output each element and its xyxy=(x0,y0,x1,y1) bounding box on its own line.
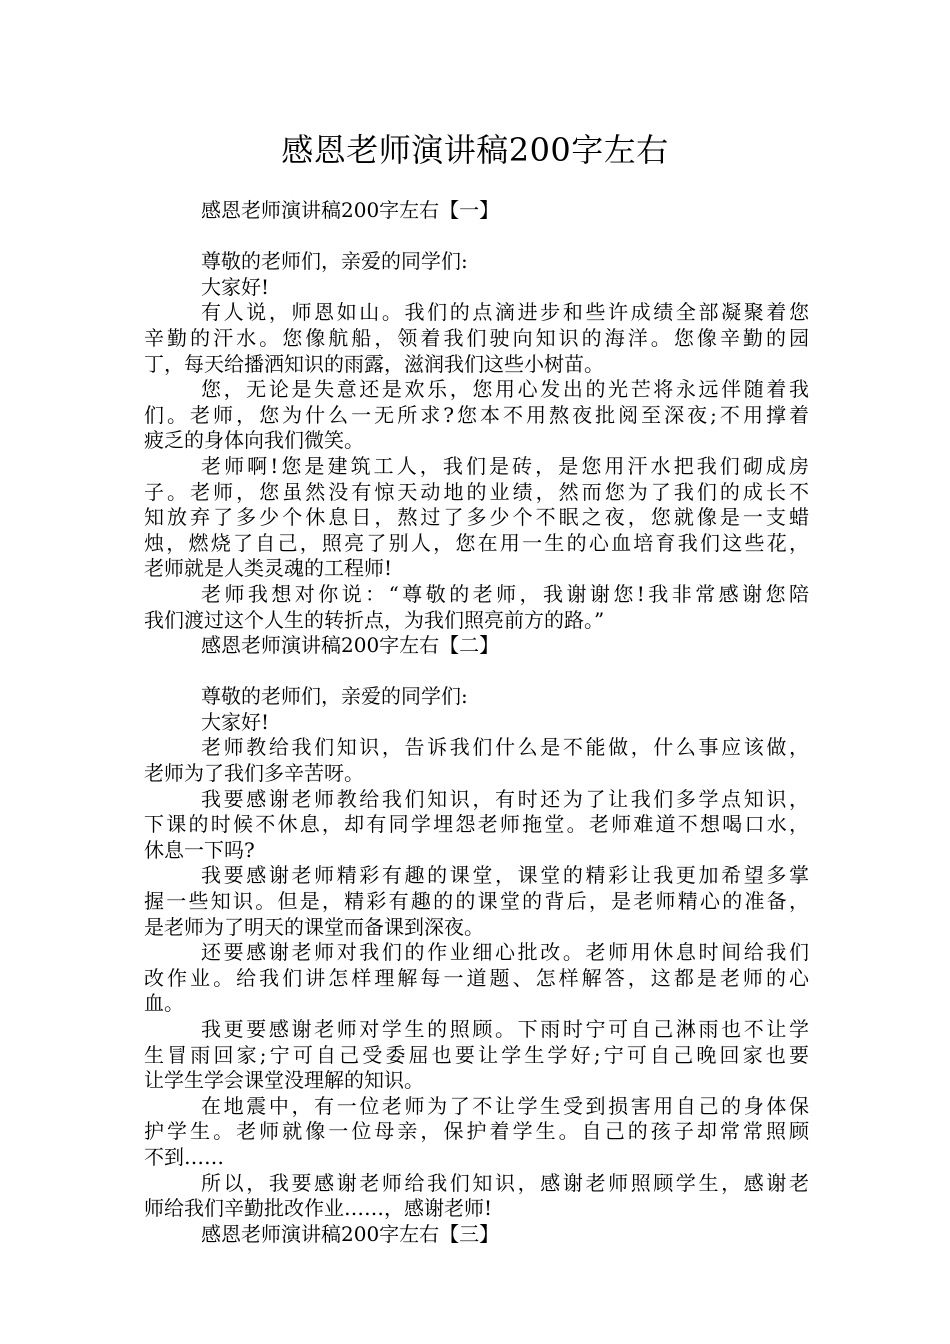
paragraph xyxy=(144,940,809,1017)
paragraph-line: 师给我们辛勤批改作业……，感谢老师! xyxy=(144,1196,493,1221)
hello: 大家好! xyxy=(201,274,270,299)
paragraph-line: 知放弃了多少个休息日，熬过了多少个不眠之夜，您就像是一支蜡 xyxy=(144,505,809,530)
paragraph-line: 生冒雨回家;宁可自己受委屈也要让学生学好;宁可自己晚回家也要 xyxy=(144,1042,809,1067)
paragraph-line: 丁，每天给播洒知识的雨露，滋润我们这些小树苗。 xyxy=(144,351,604,376)
paragraph-line: 护学生。老师就像一位母亲，保护着学生。自己的孩子却常常照顾 xyxy=(144,1119,809,1144)
section-heading-1: 感恩老师演讲稿200字左右【一】 xyxy=(201,198,500,222)
paragraph-line: 老师啊!您是建筑工人，我们是砖，是您用汗水把我们砌成房 xyxy=(201,453,809,478)
blank-line xyxy=(144,659,809,685)
paragraph-line: 休息一下吗? xyxy=(144,837,255,862)
greeting: 尊敬的老师们，亲爱的同学们: xyxy=(201,249,468,274)
document-title: 感恩老师演讲稿200字左右 xyxy=(281,131,669,169)
paragraph-line: 老师就是人类灵魂的工程师! xyxy=(144,556,393,581)
paragraph-line: 辛勤的汗水。您像航船，领着我们驶向知识的海洋。您像辛勤的园 xyxy=(144,325,809,350)
paragraph-line: 有人说，师恩如山。我们的点滴进步和些许成绩全部凝聚着您 xyxy=(201,300,809,325)
paragraph-line: 我要感谢老师教给我们知识，有时还为了让我们多学点知识， xyxy=(201,786,809,811)
paragraph-line: 疲乏的身体向我们微笑。 xyxy=(144,428,364,453)
paragraph-line: 不到…… xyxy=(144,1144,224,1169)
blank-line xyxy=(144,224,809,250)
paragraph-line: 让学生学会课堂没理解的知识。 xyxy=(144,1068,424,1093)
paragraph-line: 是老师为了明天的课堂而备课到深夜。 xyxy=(144,914,484,939)
paragraph-line: 血。 xyxy=(144,991,184,1016)
paragraph-line: 老师教给我们知识，告诉我们什么是不能做，什么事应该做， xyxy=(201,735,809,760)
paragraph xyxy=(144,1017,809,1094)
paragraph-line: 您，无论是失意还是欢乐，您用心发出的光芒将永远伴随着我 xyxy=(201,377,809,402)
paragraph-line: 我们渡过这个人生的转折点，为我们照亮前方的路。” xyxy=(144,607,605,632)
paragraph-line: 握一些知识。但是，精彩有趣的的课堂的背后，是老师精心的准备， xyxy=(144,889,809,914)
paragraph-line: 我更要感谢老师对学生的照顾。下雨时宁可自己淋雨也不让学 xyxy=(201,1017,809,1041)
section-heading-2: 感恩老师演讲稿200字左右【二】 xyxy=(201,633,500,658)
document-body xyxy=(144,198,809,1247)
paragraph xyxy=(144,787,809,864)
paragraph xyxy=(144,863,809,940)
paragraph xyxy=(144,735,809,786)
paragraph-line: 子。老师，您虽然没有惊天动地的业绩，然而您为了我们的成长不 xyxy=(144,479,809,504)
paragraph xyxy=(144,1094,809,1171)
paragraph-line: 下课的时候不休息，却有同学埋怨老师拖堂。老师难道不想喝口水， xyxy=(144,812,809,837)
section-heading-3: 感恩老师演讲稿200字左右【三】 xyxy=(201,1221,500,1246)
paragraph xyxy=(144,1171,809,1222)
paragraph xyxy=(144,582,809,633)
paragraph xyxy=(144,377,809,454)
paragraph-line: 老师我想对你说：“尊敬的老师，我谢谢您!我非常感谢您陪 xyxy=(201,581,809,606)
paragraph-line: 改作业。给我们讲怎样理解每一道题、怎样解答，这都是老师的心 xyxy=(144,965,809,990)
paragraph-line: 还要感谢老师对我们的作业细心批改。老师用休息时间给我们 xyxy=(201,940,809,965)
hello: 大家好! xyxy=(201,709,270,734)
paragraph-line: 烛，燃烧了自己，照亮了别人，您在用一生的心血培育我们这些花， xyxy=(144,530,809,555)
greeting: 尊敬的老师们，亲爱的同学们: xyxy=(201,684,468,709)
paragraph xyxy=(144,300,809,377)
paragraph-line: 老师为了我们多辛苦呀。 xyxy=(144,761,364,786)
paragraph xyxy=(144,454,809,582)
paragraph-line: 所以，我要感谢老师给我们知识，感谢老师照顾学生，感谢老 xyxy=(201,1170,809,1195)
paragraph-line: 我要感谢老师精彩有趣的课堂，课堂的精彩让我更加希望多掌 xyxy=(201,863,809,888)
paragraph-line: 们。老师，您为什么一无所求?您本不用熬夜批阅至深夜;不用撑着 xyxy=(144,402,809,427)
paragraph-line: 在地震中，有一位老师为了不让学生受到损害用自己的身体保 xyxy=(201,1093,809,1118)
